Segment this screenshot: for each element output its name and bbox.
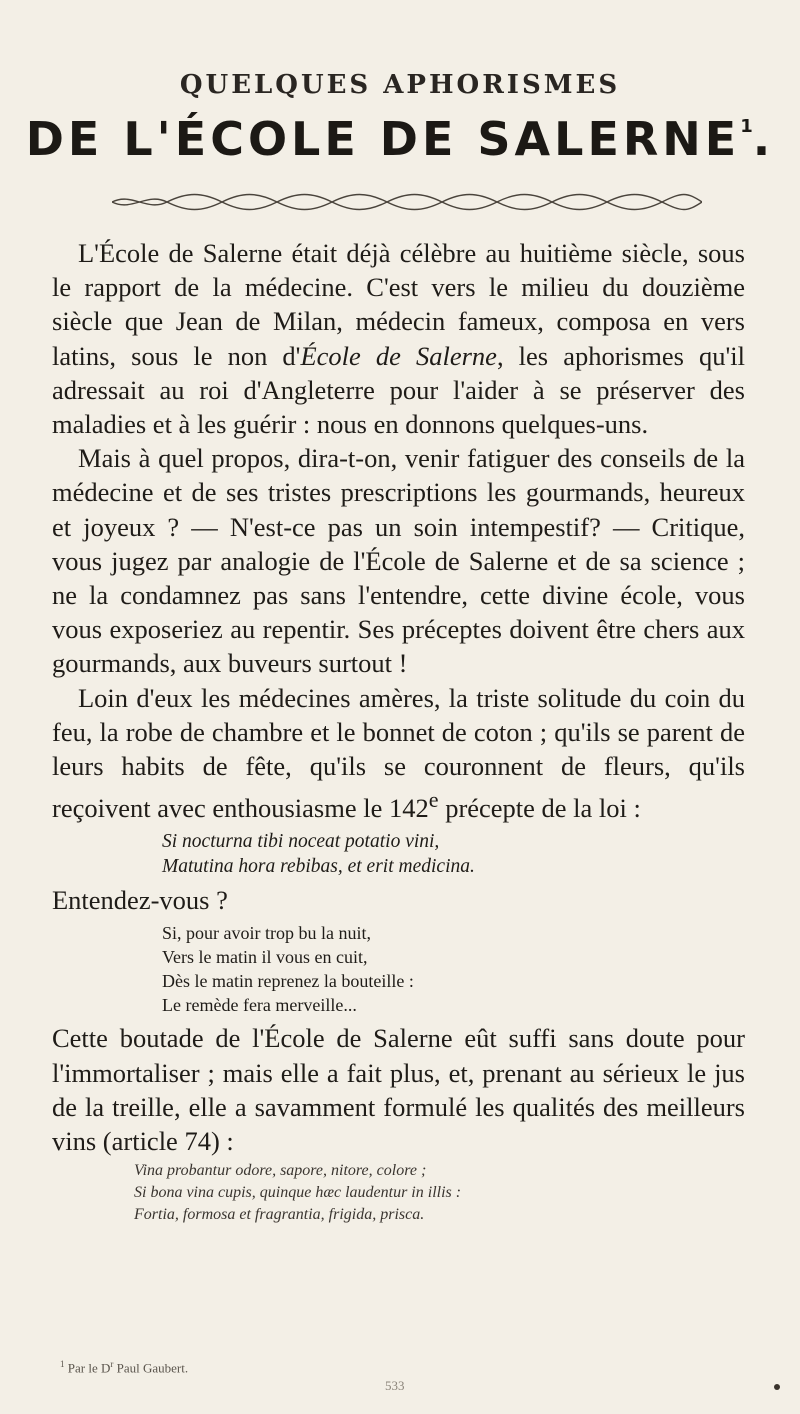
latin-wine-verse (134, 1160, 745, 1226)
french-verse-line-3: Dès le matin reprenez la bouteille : (162, 971, 414, 992)
paragraph-intro-end: , les aphorismes qu'il adressait au roi d'Angleterre pour l'aider à se préserver des maladies et à les guérir : nous en donnons quelques-uns. (52, 340, 745, 440)
title-footnote-mark[interactable]: 1 (740, 116, 753, 137)
latin-verse-line-1: Si nocturna tibi noceat potatio vini, (162, 831, 440, 853)
italic-title: École de Salerne (300, 340, 497, 371)
french-verse-line-2: Vers le matin il vous en cuit, (162, 947, 368, 968)
latin-wine-line-3: Fortia, formosa et fragrantia, frigida, prisca. (134, 1206, 425, 1224)
decorative-divider (112, 188, 702, 216)
french-verse-line-4: Le remède fera merveille... (162, 995, 357, 1016)
latin-wine-line-1: Vina probantur odore, sapore, nitore, colore ; (134, 1162, 427, 1180)
paragraph-precept-text: Loin d'eux les médecines amères, la triste solitude du coin du feu, la robe de chambre et le bonnet de coton ; qu'ils se parent de leurs habits de fête, qu'ils se couronnent de fleurs, qu'ils reçoivent avec enthousiasme le 142 (52, 682, 745, 824)
paragraph-precept-end: précepte de la loi : (438, 793, 641, 824)
paragraph-intro (52, 236, 745, 441)
latin-verse-line-2: Matutina hora rebibas, et erit medicina. (162, 856, 475, 878)
ornate-title (0, 70, 800, 100)
footnote-text: Par le D (67, 1360, 111, 1376)
page-number: 533 (385, 1378, 405, 1393)
article-body (52, 236, 745, 1226)
latin-verse (162, 829, 745, 879)
latin-wine-line-2: Si bona vina cupis, quinque hæc laudentur in illis : (134, 1184, 462, 1202)
ornate-title-text: QUELQUES APHORISMES (179, 70, 621, 100)
paragraph-intro-text: L'École de Salerne était déjà célèbre au huitième siècle, sous le rapport de la médecine. C'est vers le milieu du douzième siècle que Jean de Milan, médecin fameux, composa en vers latins, sous le non d' (52, 238, 745, 371)
paragraph-boutade: Cette boutade de l'École de Salerne eût suffi sans doute pour l'immortaliser ; mais elle a fait plus, et, prenant au sérieux le jus de la treille, elle a savamment formulé les qualités des meilleurs vins (article 74) : (52, 1023, 745, 1157)
ordinal-sup: e (428, 787, 439, 813)
french-verse (162, 921, 745, 1017)
footnote (60, 1359, 188, 1376)
footnote-author: Paul Gaubert. (113, 1360, 189, 1376)
page-title (0, 112, 800, 166)
ink-dot (774, 1384, 780, 1390)
paragraph-precept (52, 681, 745, 826)
paragraph-question: Mais à quel propos, dira-t-on, venir fatiguer des conseils de la médecine et de ses tristes prescriptions les gourmands, heureux et joyeux ? — N'est-ce pas un soin intempestif? — Critique, vous jugez par analogie de l'École de Salerne et de sa science ; ne la condamnez pas sans l'entendre, cette divine école, vous vous exposeriez au repentir. Ses préceptes doivent être chers aux gourmands, aux buveurs surtout ! (52, 443, 745, 679)
page-title-text: DE L'ÉCOLE DE SALERNE (25, 112, 741, 166)
title-end-punct: . (752, 112, 775, 166)
footnote-mark: 1 (60, 1359, 65, 1369)
paragraph-entendez: Entendez-vous ? (52, 885, 228, 916)
french-verse-line-1: Si, pour avoir trop bu la nuit, (162, 923, 371, 944)
footnote-sup: r (110, 1359, 114, 1369)
